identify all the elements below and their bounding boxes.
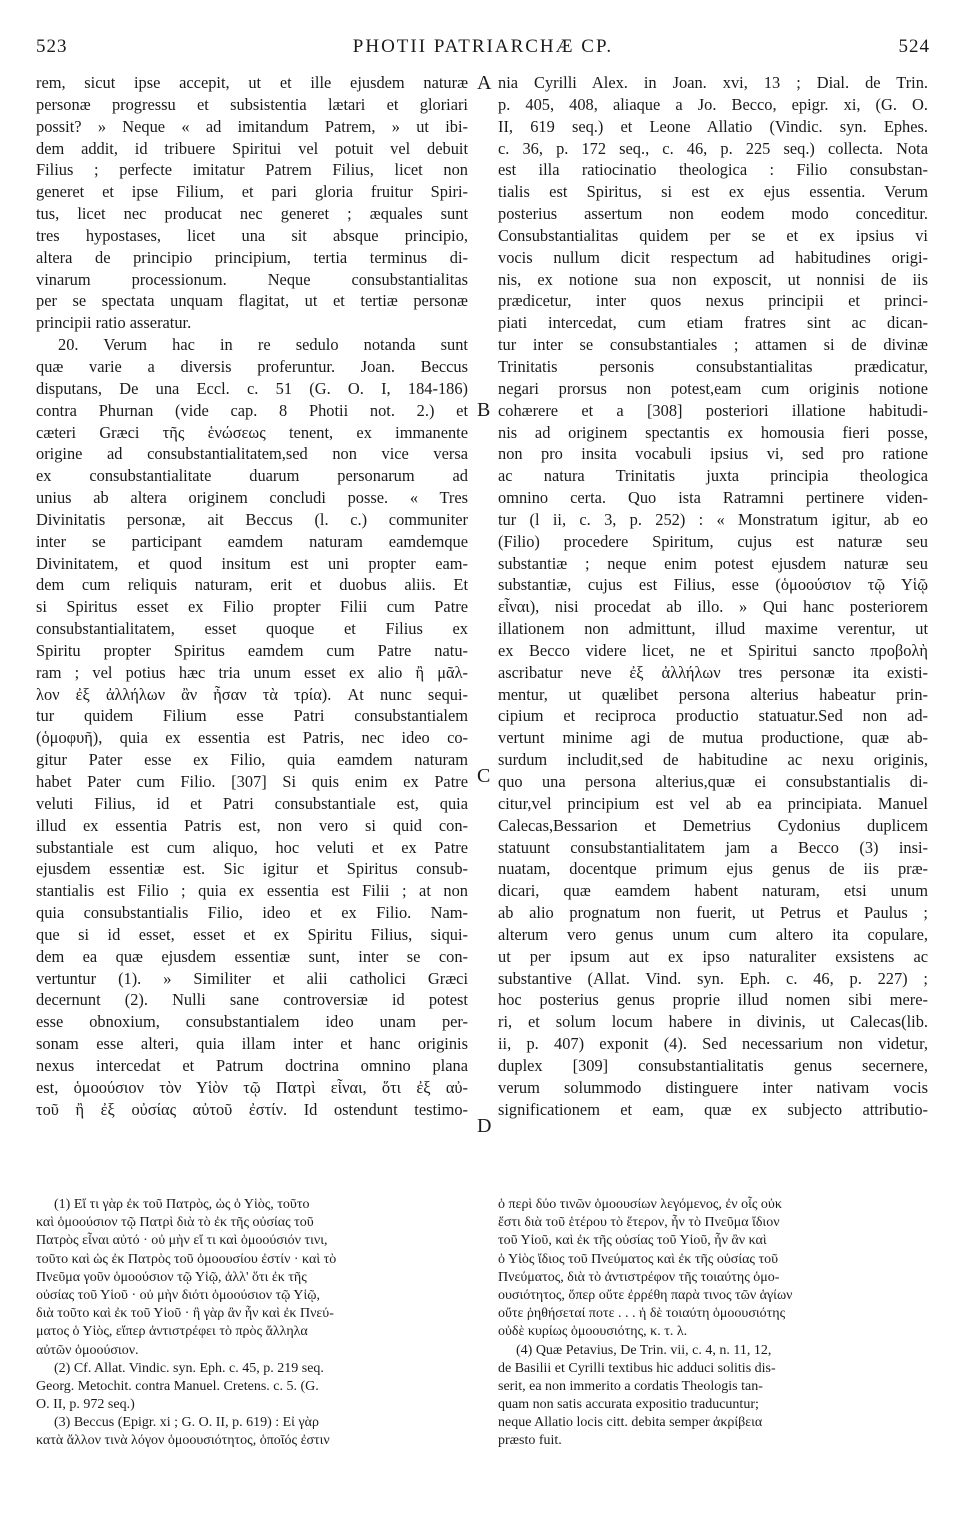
text-line: ex consubstantialitate duarum personarum ad [36,466,468,486]
text-line: ri, et solum locum habere in divinis, ut Calecas(lib. [498,1012,928,1032]
text-line: posterius assertum non eodem modo conceditur. [498,204,928,224]
text-line: nis ad originem spectantis ex homousia fieri posse, [498,422,928,442]
footnote-line: præsto fuit. [498,1433,562,1449]
text-line: quia consubstantialis Filio, ideo et ex Filio. Nam- [36,903,468,923]
text-line: tres hypostases, licet una sit absque principio, [36,225,468,245]
running-title: PHOTII PATRIARCHÆ CP. [352,36,614,57]
text-line: mentur, ut quælibet persona alterius habeatur prin- [498,684,928,704]
footnote-line: Georg. Metochit. contra Manuel. Cretens. c. 5. (G. [36,1378,319,1394]
text-line: unius ab altera originem concludi posse. « Tres [36,488,468,508]
text-line: εἶναι), nisi procedat ab illo. » Qui hanc posteriorem [498,597,928,617]
text-line: duplex [309] consubstantialitatis genus secernere, [498,1055,928,1075]
text-line: altera de principio principium, tertia terminus di- [36,247,468,267]
text-line: veluti Filius, id et Patri consubstantiale est, quia [36,793,468,813]
text-line: principii ratio asseratur. [36,313,192,333]
text-line: quæ varie a diversis proferuntur. Joan. Beccus [36,356,468,376]
footnote-line: serit, ea non immerito a cordatis Theologis tan- [498,1378,763,1394]
footnote-line: O. II, p. 972 seq.) [36,1397,135,1413]
text-line: consubstantialitatem, esset quoque et Filius ex [36,619,468,639]
text-line: hoc posterius genus proprie illud nomen sibi mere- [498,990,928,1010]
text-line: verum solummodo distinguere inter nativam vocis [498,1077,928,1097]
text-line: substantiæ, cujus est Filius, esse (ὁμοούσιον τῷ Υἱῷ [498,575,928,595]
text-line: Divinitatem, et quod insitum est uni propter eam- [36,553,468,573]
text-line: decernunt (2). Nulli sane controversiæ id potest [36,990,468,1010]
text-line: (Filio) procedere Spiritum, cujus est naturæ seu [498,531,928,551]
footnote-line: τοῦτο καὶ ὡς ἐκ Πατρὸς τοῦ ὁμοουσίου ἐστίν · καὶ τὸ [36,1251,337,1267]
margin-letter-a: A [477,72,492,94]
right-column [498,72,928,1121]
text-line: personæ progressu et subsistentia lætari et gloriari [36,94,468,114]
footnote-line: ὁ περὶ δύο τινῶν ὁμοουσίων λεγόμενος, ἐν οἷς οὐκ [498,1197,782,1212]
footnote-line: neque Allatio locis citt. debita semper ἀκρίβεια [498,1415,763,1431]
footnotes-right [498,1196,928,1451]
text-line: substantive (Allat. Vind. syn. Eph. c. 46, p. 227) ; [498,968,928,988]
text-line: negari prorsus non potest,eam cum originis notione [498,378,928,398]
text-line: nexus intercedat et Patrum doctrina omnino plana [36,1055,468,1075]
text-line: tur (l ii, c. 3, p. 252) : « Monstratum igitur, ab eo [498,509,928,529]
text-line: si Spiritus esset ex Filio propter Filii cum Patre [36,597,468,617]
text-line: gitur Pater esse ex Filio, quia eamdem naturam [36,750,468,770]
text-line: Consubstantialitas quidem per se et ex ipsius vi [498,225,928,245]
text-line: sonam esse alteri, quia illam inter et hanc originis [36,1034,468,1054]
text-line: substantiale est cum aliquo, hoc veluti et ex Patre [36,837,468,857]
footnote-line: ἔστι διὰ τοῦ ἑτέρου τὸ ἕτερον, ἦν τὸ Πνεῦμα ἴδιον [498,1215,780,1231]
footnote-line: (1) Εἴ τι γὰρ ἐκ τοῦ Πατρὸς, ὡς ὁ Υἱὸς, τοῦτο [54,1197,310,1212]
text-line: possit? » Neque « ad imitandum Patrem, » ut ibi- [36,116,468,136]
text-line: generet et ipse Filium, et pari gloria fruitur Spiri- [36,182,468,202]
footnote-line: καὶ ὁμοούσιον τῷ Πατρὶ διὰ τὸ ἐκ τῆς οὐσίας τοῦ [36,1215,314,1231]
footnote-line: de Basilii et Cyrilli textibus hic adduci solitis dis- [498,1360,776,1376]
text-line: substantiæ ; neque enim potest ejusdem naturæ seu [498,553,928,573]
text-line: disputans, De una Eccl. c. 51 (G. O. I, 184-186) [36,378,468,398]
text-line: vertunt minime agi de mutua productione, quæ ab- [498,728,928,748]
text-line: stantialis est Filio ; quia ex essentia est Filii ; at non [36,881,468,901]
text-line: c. 36, p. 172 seq., c. 46, p. 225 seq.) collecta. Nota [498,138,928,158]
text-line: cipium et reciproca productio statuatur.Sed non ad- [498,706,928,726]
text-line: statuunt consubstantialitatem jam a Becco (3) insi- [498,837,928,857]
text-line: dicari, quæ eamdem habent naturam, etsi unum [498,881,928,901]
text-line: ex Becco videre licet, ne et Spiritui sancto προβολὴ [498,640,928,660]
footnote-line: οὐσίας τοῦ Υἱοῦ · οὐ μὴν διότι ὁμοούσιον τῷ Υἱῷ, [36,1287,320,1303]
text-line: cohærere et a [308] posteriori illatione habitudi- [498,400,928,420]
footnote-line: ὁ Υἱὸς ἴδιος τοῦ Πνεύματος καὶ ἐκ τῆς οὐσίας τοῦ [498,1251,779,1267]
footnote-line: (2) Cf. Allat. Vindic. syn. Eph. c. 45, p. 219 seq. [54,1360,324,1376]
text-line: ut per ipsum aut ex ipso naturaliter exsistens ac [498,946,928,966]
text-line: Filius ; perfecte imitatur Patrem Filius, licet non [36,160,468,180]
text-line: est illa ratiocinatio theologica : Filio consubstan- [498,160,928,180]
text-line: nia Cyrilli Alex. in Joan. xvi, 13 ; Dial. de Trin. [498,73,928,92]
text-line: Calecas,Bessarion et Demetrius Cydonius duplicem [498,815,928,835]
text-line: ejusdem essentiæ est. Sic igitur et Spiritus consub- [36,859,468,879]
margin-letter-d: D [477,1115,492,1137]
footnote-line: κατὰ ἄλλον τινὰ λόγον ὁμοουσιότητος, ὁποῖός ἐστιν [36,1433,330,1449]
text-line: illationem non admittunt, illud maxime verentur, ut [498,619,928,639]
text-line: (ὁμοφυῆ), quia ex essentia est Patris, nec ideo co- [36,728,468,748]
text-line: est, ὁμοούσιον τὸν Υἱὸν τῷ Πατρὶ εἶναι, ὅτι ἐξ αὐ- [36,1077,468,1097]
text-line: non pro insita vocabuli ipsius vi, sed pro ratione [498,444,928,464]
footnote-line: (4) Quæ Petavius, De Trin. vii, c. 4, n. 11, 12, [516,1342,772,1358]
text-line: origine ad consubstantialitatem,sed non vice versa [36,444,468,464]
footnote-line: Πατρὸς εἶναι αὐτό · οὐ μὴν εἴ τι καὶ ὁμοούσιόν τινι, [36,1233,328,1249]
footnote-line: τοῦ Υἱοῦ, καὶ ἐκ τῆς οὐσίας τοῦ Υἱοῦ, ἦν ἂν καὶ [498,1233,767,1249]
text-line: inter se participant eamdem naturam eamdemque [36,531,468,551]
margin-letter-c: C [477,765,491,787]
text-line: habet Pater cum Filio. [307] Si quis enim ex Patre [36,772,468,791]
text-line: per se spectata unquam flagitat, ut et tertiæ personæ [36,291,468,311]
text-line: dem addit, id tribuere Spiritui vel potuit vel debuit [36,138,468,158]
text-line: ab alio prognatum non fuerit, ut Petrus et Paulus ; [498,903,928,923]
text-line: Trinitatis personis consubstantialitas prædicatur, [498,356,928,376]
text-line: tur inter se consubstantiales ; attamen si de divinæ [498,335,928,355]
text-line: alterum vero genus unum cum altero ita copulare, [498,924,928,944]
text-line: vocis nullum dicit respectum ad habitudines origi- [498,247,928,267]
footnote-line: οὐδὲ κυρίως ὁμοουσιότης, κ. τ. λ. [498,1324,688,1340]
text-line: tur quidem Filium esse Patri consubstantialem [36,706,468,726]
footnotes-left [36,1196,468,1451]
text-line: vinarum processionum. Neque consubstantialitas [36,269,468,289]
text-line: illud ex essentia Patris est, non vero si quid con- [36,815,468,835]
text-line: prædicetur, inter quos nexus principii et princi- [498,291,928,311]
footnote-line: αὐτῶν ὁμοούσιον. [36,1342,139,1358]
text-line: vertuntur (1). » Similiter et alii catholici Græci [36,968,468,988]
margin-letter-b: B [477,399,491,421]
text-line: ascribatur neve ἐξ ἀλλήλων tres personæ ita existi- [498,662,928,682]
text-line: dem cum reliquis naturam, erit et duobus aliis. Et [36,575,468,595]
text-line: 20. Verum hac in re sedulo notanda sunt [58,335,468,355]
text-line: piati intercedat, cum etiam fratres sint ac dican- [498,313,928,333]
text-line: nuatam, docentque primum ejus genus de iis præ- [498,859,928,879]
text-line: nis, ex notione sua non exposcit, ut nonnisi de iis [498,269,928,289]
footnote-line: (3) Beccus (Epigr. xi ; G. O. II, p. 619) : Εἰ γὰρ [54,1415,319,1431]
footnote-line: οὔτε ῥηθήσεταί ποτε . . . ἡ δὲ τοιαύτη ὁμοουσιότης [498,1306,786,1322]
text-line: surdum includit,sed de habitudine ac nexu originis, [498,750,928,770]
text-line: Divinitatis personæ, ait Beccus (l. c.) communiter [36,509,468,529]
text-line: ii, p. 407) exponit (4). Sed necessarium non videtur, [498,1034,928,1054]
footnote-line: quam non satis accurata expositio traducuntur; [498,1397,759,1413]
text-line: quo una persona alterius,quæ ei consubstantialis di- [498,772,928,791]
text-line: ac natura Trinitatis juxta principia theologica [498,466,928,486]
text-line: citur,vel principium est vel ab ea principiata. Manuel [498,793,928,813]
text-line: II, 619 seq.) et Leone Allatio (Vindic. syn. Ephes. [498,116,928,136]
text-line: Spiritu propter Spiritus eamdem cum Patre natu- [36,640,468,660]
text-line: que si id esset, esset et ex Spiritu Filius, siqui- [36,924,468,944]
footnote-line: Πνεῦμα γοῦν ὁμοούσιον τῷ Υἱῷ, ἀλλ' ὅτι ἐκ τῆς [36,1269,307,1285]
page-number-left: 523 [36,36,68,57]
text-line: ram ; vel potius hæc tria unum esset ex alio ἢ μᾶλ- [36,662,468,682]
text-line: dem ea quæ ejusdem essentiæ sunt, inter se con- [36,946,468,966]
text-line: cæteri Græci τῆς ἑνώσεως tenent, ex immanente [36,422,468,442]
text-line: rem, sicut ipse accepit, ut et ille ejusdem naturæ [36,73,468,92]
footnote-line: ματος ὁ Υἱὸς, εἴπερ ἀντιστρέφει τὸ πρὸς ἄλληλα [36,1324,308,1340]
text-line: significationem et eam, quæ ex subjecto attributio- [498,1099,928,1119]
footnote-line: Πνεύματος, διὰ τὸ ἀντιστρέφον τῆς τοιαύτης ὁμο- [498,1269,780,1285]
left-column [36,72,468,1121]
text-line: tialis est Spiritus, si est ex ejus essentia. Verum [498,182,928,202]
text-line: esse obnoxium, consubstantialem ideo unam per- [36,1012,468,1032]
text-line: tus, licet nec producat nec generet ; æquales sunt [36,204,468,224]
text-line: τοῦ ἢ ἐξ οὐσίας αὐτοῦ ἐστίν. Id ostendunt testimo- [36,1099,468,1119]
footnote-line: ουσιότητος, ὅπερ οὔτε ἐρρέθη παρὰ τινος τῶν ἁγίων [498,1287,793,1303]
text-line: omnino certa. Quo ista Ratramni pertinere viden- [498,488,928,508]
text-line: p. 405, 408, aliaque a Jo. Becco, epigr. xi, (G. O. [498,94,928,114]
text-line: contra Phurnan (vide cap. 8 Photii not. 2.) et [36,400,468,420]
footnote-line: διὰ τοῦτο καὶ ἐκ τοῦ Υἱοῦ · ἢ γὰρ ἂν ἦν καὶ ἐκ Πνεύ- [36,1306,334,1322]
page-number-right: 524 [898,36,930,57]
text-line: λον ἐξ ἀλλήλων ἂν ἦσαν τὰ τρία). At nunc sequi- [36,684,468,704]
